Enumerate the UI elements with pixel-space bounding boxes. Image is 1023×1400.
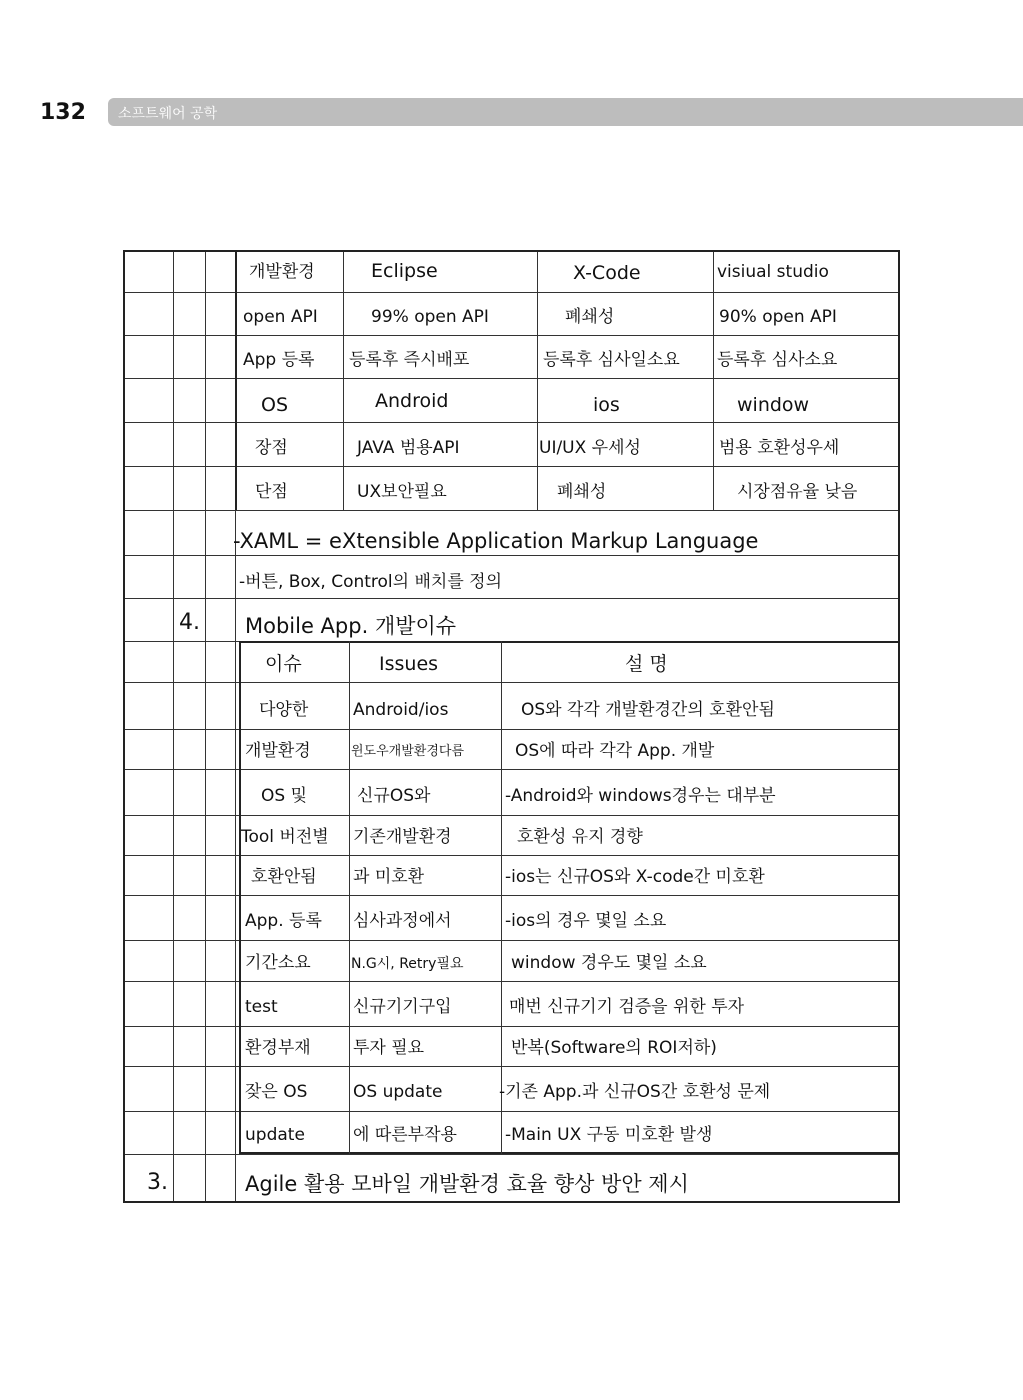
platform-android-cell: Android: [375, 390, 449, 412]
description-cell: 호환성 유지 경향: [517, 827, 643, 847]
description-cell: -Android와 windows경우는 대부분: [505, 786, 776, 806]
issues-cell: N.G시, Retry필요: [351, 956, 464, 972]
platform-ios-cell: 등록후 심사일소요: [543, 350, 680, 370]
issues-cell: 투자 필요: [353, 1038, 425, 1058]
section-title: 소프트웨어 공학: [118, 106, 218, 122]
description-cell: OS에 따라 각각 App. 개발: [515, 741, 715, 761]
platform-row-label: App 등록: [243, 350, 315, 370]
answer-sheet: [123, 250, 900, 1203]
platform-ios-cell: 폐쇄성: [557, 482, 607, 502]
platform-windows-cell: 90% open API: [719, 307, 837, 327]
platform-ios-cell: X-Code: [573, 262, 641, 284]
description-cell: -ios는 신규OS와 X-code간 미호환: [505, 867, 765, 887]
margin-line: [205, 252, 206, 1201]
description-cell: -Main UX 구동 미호환 발생: [505, 1125, 713, 1145]
platform-row-label: 단점: [255, 482, 288, 502]
issues-cell: 신규기기구입: [353, 997, 452, 1017]
issue-cell: 호환안됨: [251, 867, 317, 887]
description-cell: 매번 신규기기 검증을 위한 투자: [509, 997, 745, 1017]
platform-row-label: OS: [261, 394, 289, 416]
platform-android-cell: 등록후 즉시배포: [349, 350, 470, 370]
issue-cell: update: [245, 1125, 305, 1145]
issues-cell: Android/ios: [353, 700, 449, 720]
platform-ios-cell: 폐쇄성: [565, 307, 615, 327]
description-header: 설 명: [625, 653, 668, 675]
platform-row-label: 개발환경: [249, 262, 315, 282]
issues-cell: 에 따른부작용: [353, 1125, 457, 1145]
issues-cell: 기존개발환경: [353, 827, 452, 847]
issues-cell: 심사과정에서: [353, 911, 452, 931]
margin-line: [173, 252, 174, 1201]
xaml-description: -버튼, Box, Control의 배치를 정의: [239, 572, 502, 592]
platform-ios-cell: UI/UX 우세성: [539, 438, 641, 458]
issue-cell: OS 및: [261, 786, 307, 806]
xaml-definition: -XAML = eXtensible Application Markup Language: [233, 529, 759, 553]
section-4-mark: 4.: [179, 610, 200, 635]
platform-windows-cell: visiual studio: [717, 262, 829, 282]
issue-cell: Tool 버전별: [241, 827, 329, 847]
issues-cell: 과 미호환: [353, 867, 425, 887]
issue-cell: 개발환경: [245, 741, 311, 761]
platform-windows-cell: 범용 호환성우세: [719, 438, 840, 458]
issue-cell: 환경부재: [245, 1038, 311, 1058]
platform-windows-cell: 등록후 심사소요: [717, 350, 838, 370]
description-cell: OS와 각각 개발환경간의 호환안됨: [521, 700, 775, 720]
platform-android-cell: 99% open API: [371, 307, 489, 327]
issue-cell: 다양한: [259, 700, 309, 720]
issues-cell: 윈도우개발환경다름: [351, 744, 465, 759]
platform-row-label: 장점: [255, 438, 288, 458]
platform-windows-cell: window: [737, 394, 810, 416]
platform-ios-cell: ios: [593, 394, 620, 416]
platform-android-cell: UX보안필요: [357, 482, 447, 502]
issue-header: 이슈: [265, 653, 302, 675]
issue-cell: 잦은 OS: [245, 1082, 308, 1102]
issue-cell: test: [245, 997, 278, 1017]
section-4-title: Mobile App. 개발이슈: [245, 614, 457, 638]
section-3-mark: 3.: [147, 1170, 168, 1195]
issues-header: Issues: [379, 653, 439, 675]
section-3-title: Agile 활용 모바일 개발환경 효율 향상 방안 제시: [245, 1172, 689, 1196]
platform-android-cell: Eclipse: [371, 260, 438, 282]
platform-android-cell: JAVA 범용API: [357, 438, 460, 458]
description-cell: -기존 App.과 신규OS간 호환성 문제: [499, 1082, 771, 1102]
issues-cell: 신규OS와: [357, 786, 431, 806]
issue-cell: 기간소요: [245, 953, 311, 973]
section-header-bar: [108, 98, 1023, 126]
platform-windows-cell: 시장점유율 낮음: [737, 482, 858, 502]
issue-cell: App. 등록: [245, 911, 322, 931]
description-cell: -ios의 경우 몇일 소요: [505, 911, 667, 931]
platform-row-label: open API: [243, 307, 318, 327]
description-cell: 반복(Software의 ROI저하): [511, 1038, 717, 1058]
page-number: 132: [40, 100, 86, 125]
issues-cell: OS update: [353, 1082, 443, 1102]
description-cell: window 경우도 몇일 소요: [511, 953, 707, 973]
